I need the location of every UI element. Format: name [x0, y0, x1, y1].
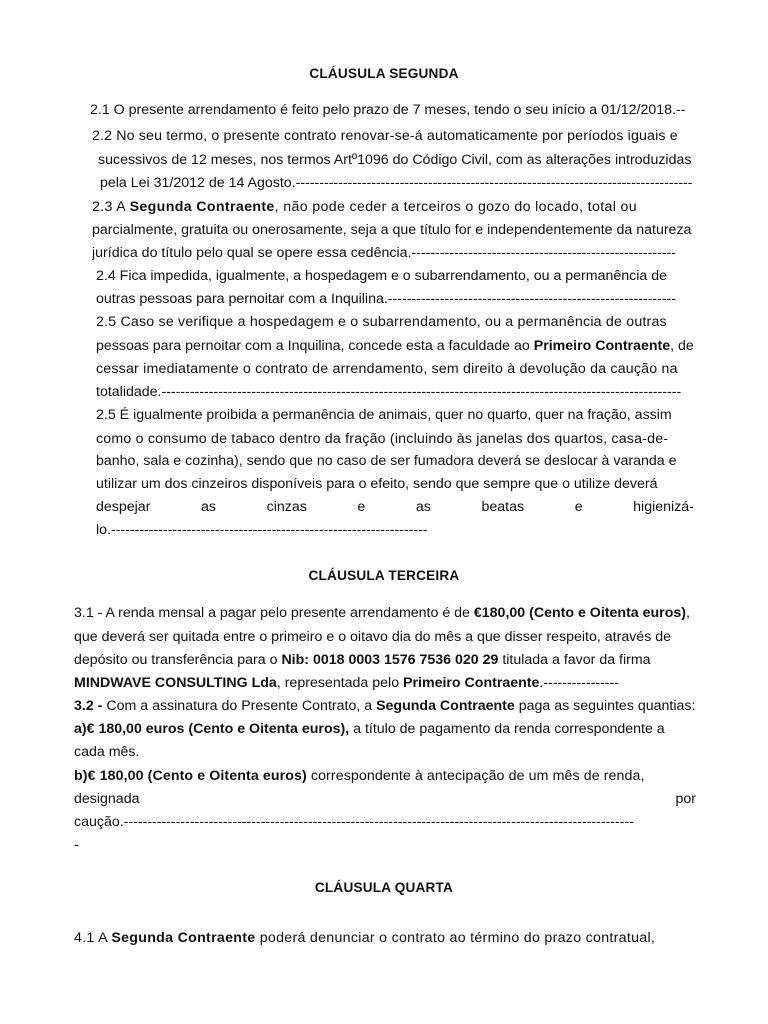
clause-2-3-line2: parcialmente, gratuita ou onerosamente, seja a que título for e independentemente da natureza	[92, 222, 692, 238]
clause-2-3-line1	[92, 198, 694, 216]
bold-clause-number: 3.2 -	[74, 698, 107, 714]
text-segment: 2.3 A	[92, 199, 130, 215]
word: as	[201, 499, 217, 515]
clause-2-5b-line4: utilizar um dos cinzeiros disponíveis para o efeito, sendo que sempre que o utilize deverá	[96, 476, 658, 492]
text-segment: correspondente à antecipação de um mês de renda,	[306, 768, 645, 784]
clause-3-2-line1	[74, 697, 696, 715]
text-segment: .----------------	[539, 675, 619, 691]
word: as	[415, 499, 431, 515]
bold-amount-b: b)€ 180,00 (Cento e Oitenta euros)	[74, 768, 307, 784]
clause-2-5b-line6: lo.-------------------------------------------------------------------	[96, 522, 428, 538]
word: e	[574, 499, 583, 515]
bold-segunda-contraente: Segunda Contraente	[111, 930, 256, 946]
heading-clausula-segunda: CLÁUSULA SEGUNDA	[309, 66, 459, 81]
clause-4-1-line1	[74, 929, 696, 947]
clause-3-1-line2: que deverá ser quitada entre o primeiro e o oitavo dia do mês a que disser respeito, através de	[74, 629, 672, 645]
bold-amount-a: a)€ 180,00 euros (Cento e Oitenta euros),	[74, 721, 350, 737]
text-segment: a título de pagamento da renda correspondente a	[349, 721, 665, 737]
clause-3-2-b-line2	[74, 790, 696, 808]
clause-2-1: 2.1 O presente arrendamento é feito pelo prazo de 7 meses, tendo o seu início a 01/12/2018.--	[90, 102, 686, 118]
clause-3-1-line4	[74, 674, 694, 692]
bold-company-name: MINDWAVE CONSULTING Lda	[74, 675, 277, 691]
text-segment: 4.1 A	[74, 930, 112, 946]
clause-3-2-a-line1	[74, 720, 696, 738]
clause-2-5-line3: cessar imediatamente o contrato de arrendamento, sem direito à devolução da caução na	[96, 361, 678, 377]
clause-2-5b-line5	[96, 498, 694, 516]
clause-2-5-line2	[96, 337, 694, 355]
text-segment: ,	[685, 605, 690, 621]
text-segment: 3.1 - A renda mensal a pagar pelo presente arrendamento é de	[74, 605, 474, 621]
text-segment: depósito ou transferência para o	[74, 652, 282, 668]
word: cinzas	[266, 499, 307, 515]
clause-3-2-a-line2: cada mês.	[74, 744, 140, 760]
bold-primeiro-contraente: Primeiro Contraente	[533, 338, 671, 354]
clause-3-2-b-line3: caução.------------------------------------------------------------------------------------------------------------	[74, 814, 634, 830]
clause-2-4-line2: outras pessoas para pernoitar com a Inquilina.-------------------------------------------------------------	[96, 291, 676, 307]
text-segment: , de	[670, 338, 694, 354]
clause-3-2-b-line4: -	[74, 837, 79, 853]
word: despejar	[96, 499, 151, 515]
clause-3-2-b-line1	[74, 767, 696, 785]
clause-3-1-line3	[74, 651, 694, 669]
word: beatas	[481, 499, 525, 515]
word: por	[675, 791, 696, 807]
clause-2-2-line1: 2.2 No seu termo, o presente contrato renovar-se-á automaticamente por períodos iguais e	[92, 128, 678, 144]
word: designada	[74, 791, 140, 807]
text-segment: titulada a favor da firma	[498, 652, 651, 668]
clause-2-2-line2: sucessivos de 12 meses, nos termos Artº1096 do Código Civil, com as alterações introduzidas	[98, 152, 692, 168]
word: e	[357, 499, 366, 515]
bold-segunda-contraente: Segunda Contraente	[129, 199, 275, 215]
clause-2-5b-line2: como o consumo de tabaco dentro da fração (incluindo às janelas dos quartos, casa-de-	[96, 431, 669, 447]
word: higienizá-	[633, 499, 694, 515]
clause-2-3-line3: jurídica do título pelo qual se opere essa cedência.--------------------------------------------------------	[92, 245, 677, 261]
clause-2-5b-line1: 2.5 É igualmente proibida a permanência de animais, quer no quarto, quer na fração, assim	[96, 407, 672, 423]
heading-clausula-quarta: CLÁUSULA QUARTA	[314, 880, 454, 895]
text-segment: , representada pelo	[276, 675, 404, 691]
clause-2-5b-line3: banho, sala e cozinha), sendo que no caso de ser fumadora deverá se deslocar à varanda e	[96, 453, 677, 469]
text-segment: poderá denunciar o contrato ao término do prazo contratual,	[255, 930, 656, 946]
text-segment: Com a assinatura do Presente Contrato, a	[106, 698, 377, 714]
clause-2-4-line1: 2.4 Fica impedida, igualmente, a hospedagem e o subarrendamento, ou a permanência de	[96, 268, 668, 284]
bold-renda-value: €180,00 (Cento e Oitenta euros)	[473, 605, 686, 621]
text-segment: , não pode ceder a terceiros o gozo do locado, total ou	[274, 199, 638, 215]
bold-segunda-contraente: Segunda Contraente	[376, 698, 515, 714]
clause-2-5-line4: totalidade.--------------------------------------------------------------------------------------------------------------	[96, 384, 682, 400]
clause-2-2-line3: pela Lei 31/2012 de 14 Agosto.------------------------------------------------------------------------------------	[100, 175, 693, 191]
clause-2-5-line1: 2.5 Caso se verifique a hospedagem e o subarrendamento, ou a permanência de outras	[96, 314, 667, 330]
bold-nib: Nib: 0018 0003 1576 7536 020 29	[281, 652, 499, 668]
heading-clausula-terceira: CLÁUSULA TERCEIRA	[308, 568, 460, 583]
text-segment: paga as seguintes quantias:	[514, 698, 696, 714]
bold-primeiro-contraente: Primeiro Contraente	[403, 675, 540, 691]
clause-3-1-line1	[74, 604, 696, 622]
text-segment: pessoas para pernoitar com a Inquilina, concede esta a faculdade ao	[96, 338, 534, 354]
